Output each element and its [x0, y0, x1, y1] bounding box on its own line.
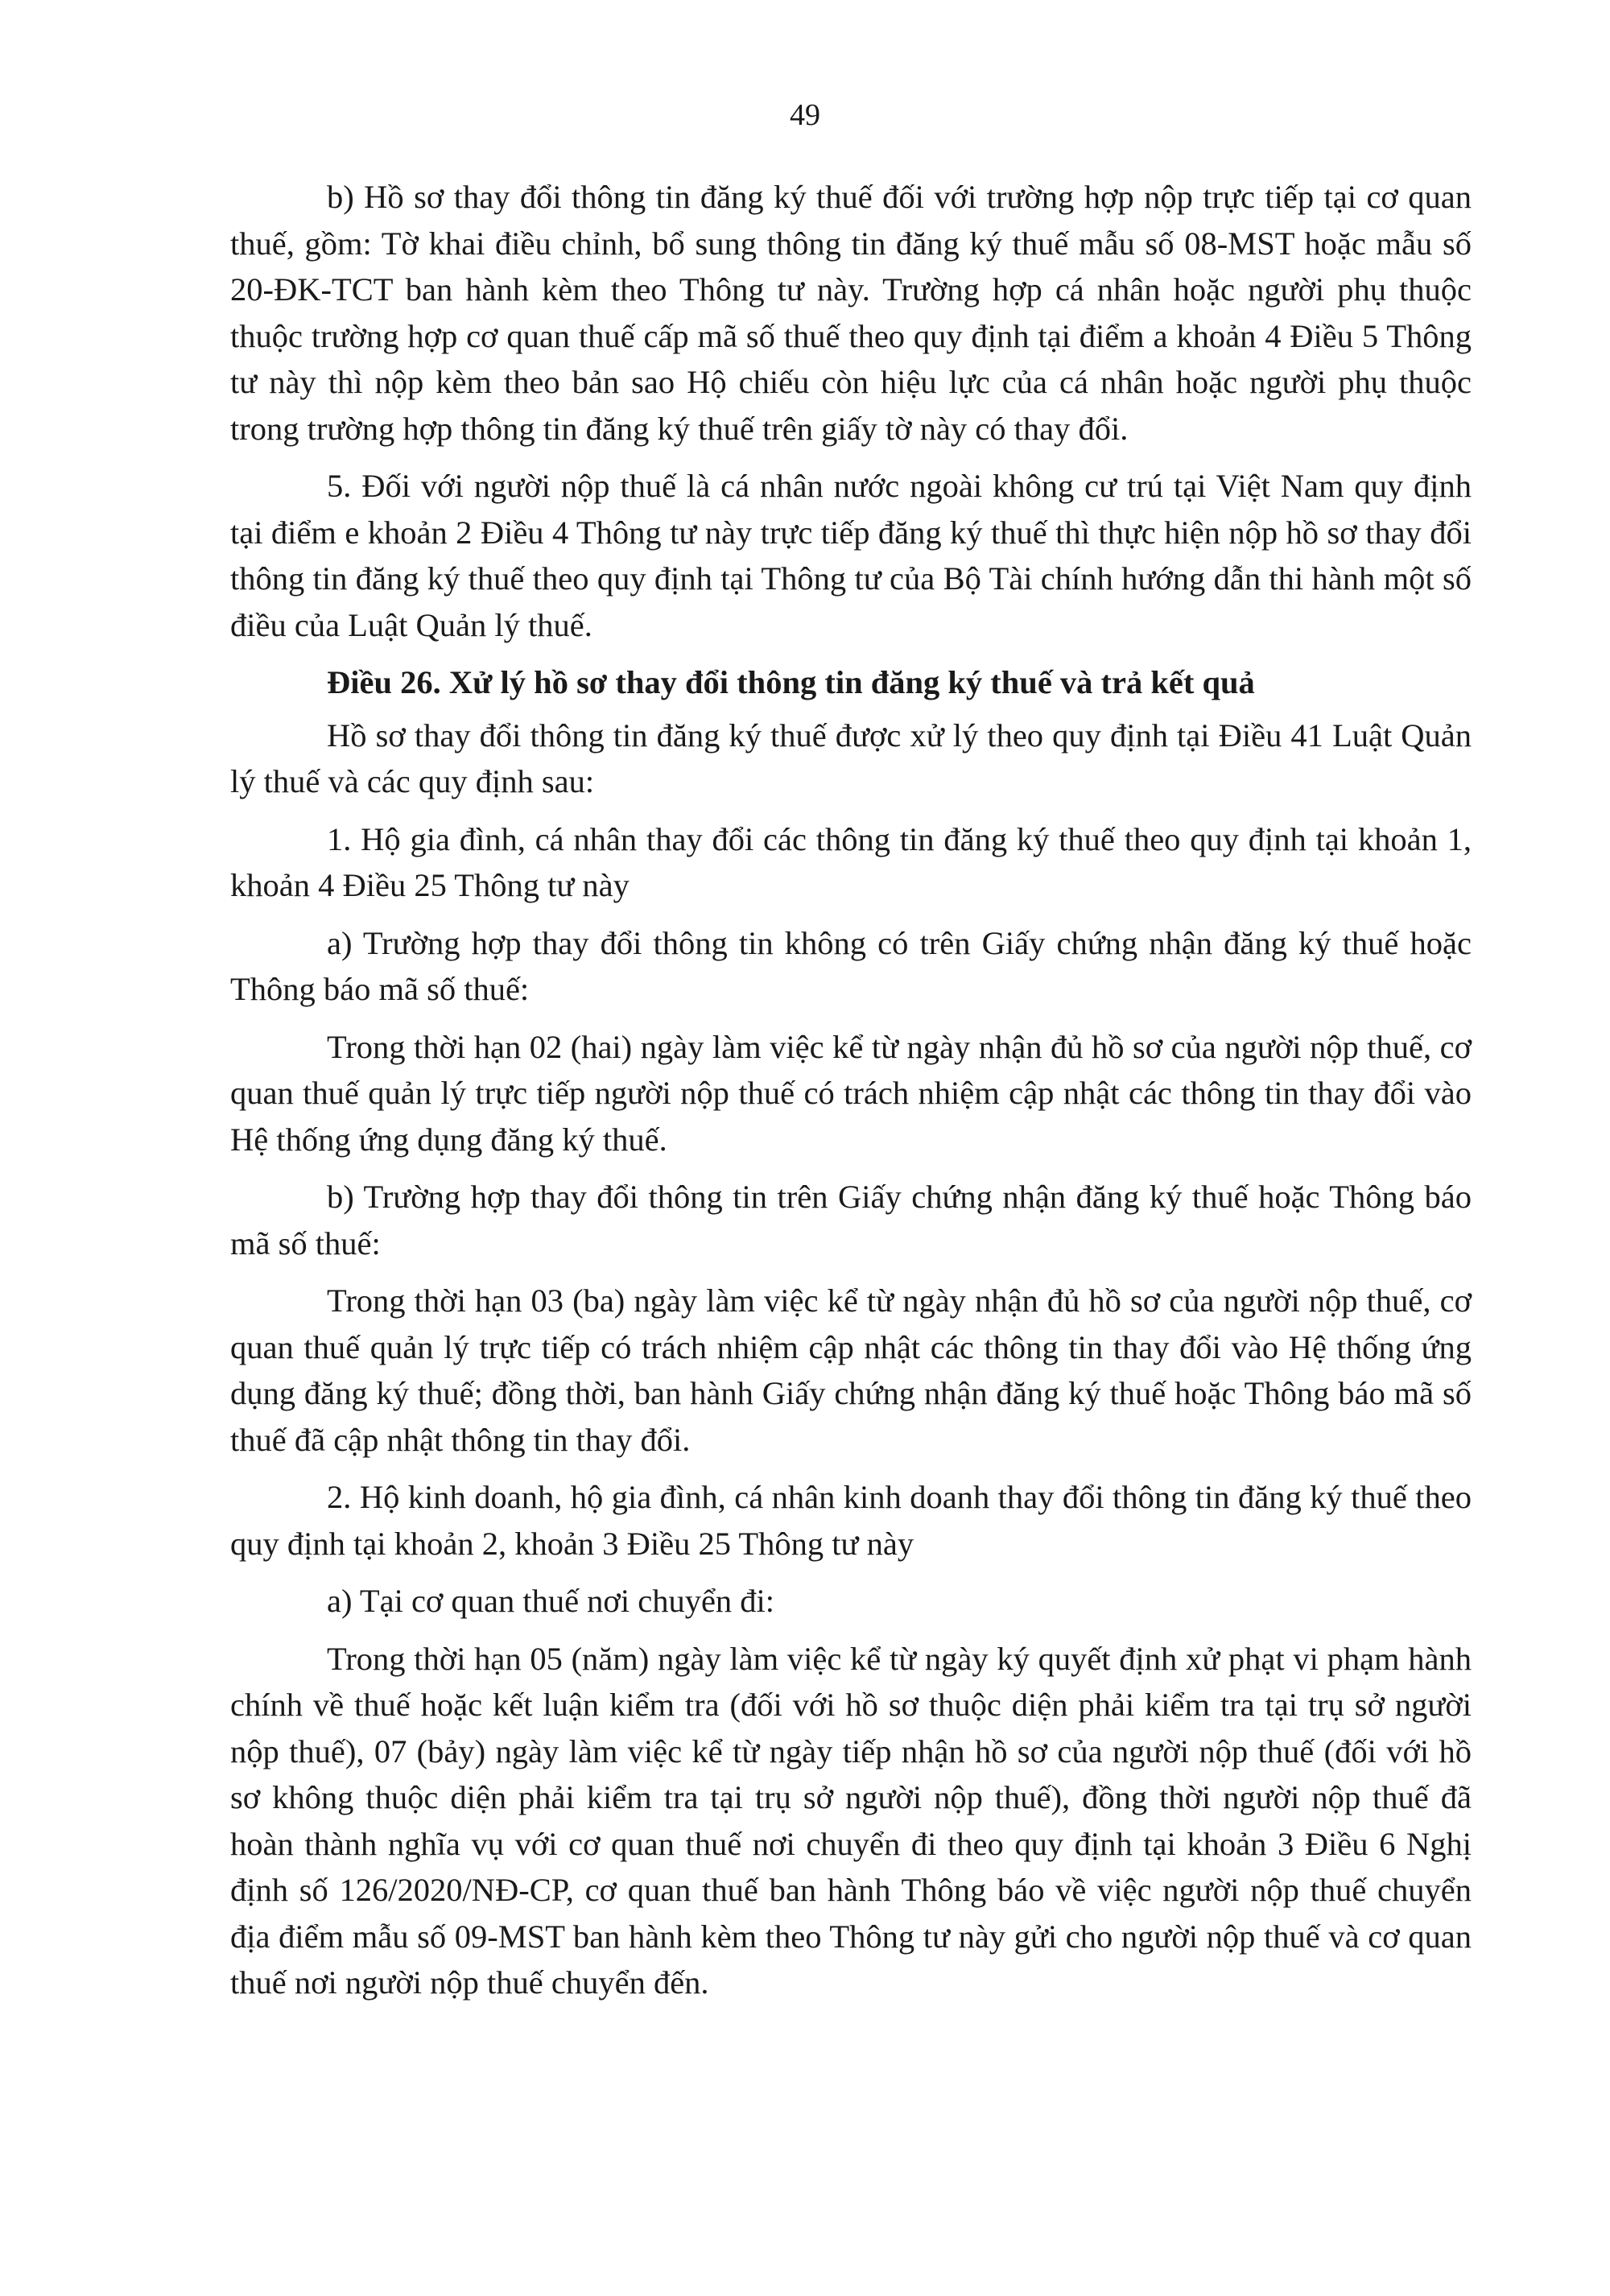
document-body	[230, 174, 1472, 2017]
article-26-intro: Hồ sơ thay đổi thông tin đăng ký thuế được xử lý theo quy định tại Điều 41 Luật Quản lý thuế và các quy định sau:	[230, 716, 1472, 799]
clause-1b-body: Trong thời hạn 03 (ba) ngày làm việc kể từ ngày nhận đủ hồ sơ của người nộp thuế, cơ quan thuế quản lý trực tiếp có trách nhiệm cập nhật các thông tin thay đổi vào Hệ thống ứng dụng đăng ký thuế; đồng thời, ban hành Giấy chứng nhận đăng ký thuế hoặc Thông báo mã số thuế đã cập nhật thông tin thay đổi.	[230, 1282, 1472, 1458]
clause-1: 1. Hộ gia đình, cá nhân thay đổi các thông tin đăng ký thuế theo quy định tại khoản 1, khoản 4 Điều 25 Thông tư này	[230, 820, 1472, 903]
clause-2: 2. Hộ kinh doanh, hộ gia đình, cá nhân kinh doanh thay đổi thông tin đăng ký thuế theo quy định tại khoản 2, khoản 3 Điều 25 Thông tư này	[230, 1479, 1472, 1562]
clause-1a: a) Trường hợp thay đổi thông tin không có trên Giấy chứng nhận đăng ký thuế hoặc Thông báo mã số thuế:	[230, 924, 1472, 1007]
paragraph-5: 5. Đối với người nộp thuế là cá nhân nước ngoài không cư trú tại Việt Nam quy định tại điểm e khoản 2 Điều 4 Thông tư này trực tiếp đăng ký thuế thì thực hiện nộp hồ sơ thay đổi thông tin đăng ký thuế theo quy định tại Thông tư của Bộ Tài chính hướng dẫn thi hành một số điều của Luật Quản lý thuế.	[230, 468, 1472, 643]
clause-1a-body: Trong thời hạn 02 (hai) ngày làm việc kể từ ngày nhận đủ hồ sơ của người nộp thuế, cơ quan thuế quản lý trực tiếp người nộp thuế có trách nhiệm cập nhật các thông tin thay đổi vào Hệ thống ứng dụng đăng ký thuế.	[230, 1028, 1472, 1158]
article-26-heading: Điều 26. Xử lý hồ sơ thay đổi thông tin đăng ký thuế và trả kết quả	[327, 664, 1255, 700]
page-number: 49	[790, 98, 820, 132]
paragraph-4b: b) Hồ sơ thay đổi thông tin đăng ký thuế đối với trường hợp nộp trực tiếp tại cơ quan thuế, gồm: Tờ khai điều chỉnh, bổ sung thông tin đăng ký thuế mẫu số 08-MST hoặc mẫu số 20-ĐK-TCT ban hành kèm theo Thông tư này. Trường hợp cá nhân hoặc người phụ thuộc thuộc trường hợp cơ quan thuế cấp mã số thuế theo quy định tại điểm a khoản 4 Điều 5 Thông tư này thì nộp kèm theo bản sao Hộ chiếu còn hiệu lực của cá nhân hoặc người phụ thuộc trong trường hợp thông tin đăng ký thuế trên giấy tờ này có thay đổi.	[230, 179, 1472, 447]
clause-2a: a) Tại cơ quan thuế nơi chuyển đi:	[327, 1583, 775, 1619]
clause-2a-body: Trong thời hạn 05 (năm) ngày làm việc kể từ ngày ký quyết định xử phạt vi phạm hành chính về thuế hoặc kết luận kiểm tra (đối với hồ sơ thuộc diện phải kiểm tra tại trụ sở người nộp thuế), 07 (bảy) ngày làm việc kể từ ngày tiếp nhận hồ sơ của người nộp thuế (đối với hồ sơ không thuộc diện phải kiểm tra tại trụ sở người nộp thuế), đồng thời người nộp thuế đã hoàn thành nghĩa vụ với cơ quan thuế nơi chuyển đi theo quy định tại khoản 3 Điều 6 Nghị định số 126/2020/NĐ-CP, cơ quan thuế ban hành Thông báo về việc người nộp thuế chuyển địa điểm mẫu số 09-MST ban hành kèm theo Thông tư này gửi cho người nộp thuế và cơ quan thuế nơi người nộp thuế chuyển đến.	[230, 1640, 1472, 2001]
clause-1b: b) Trường hợp thay đổi thông tin trên Giấy chứng nhận đăng ký thuế hoặc Thông báo mã số thuế:	[230, 1179, 1472, 1262]
